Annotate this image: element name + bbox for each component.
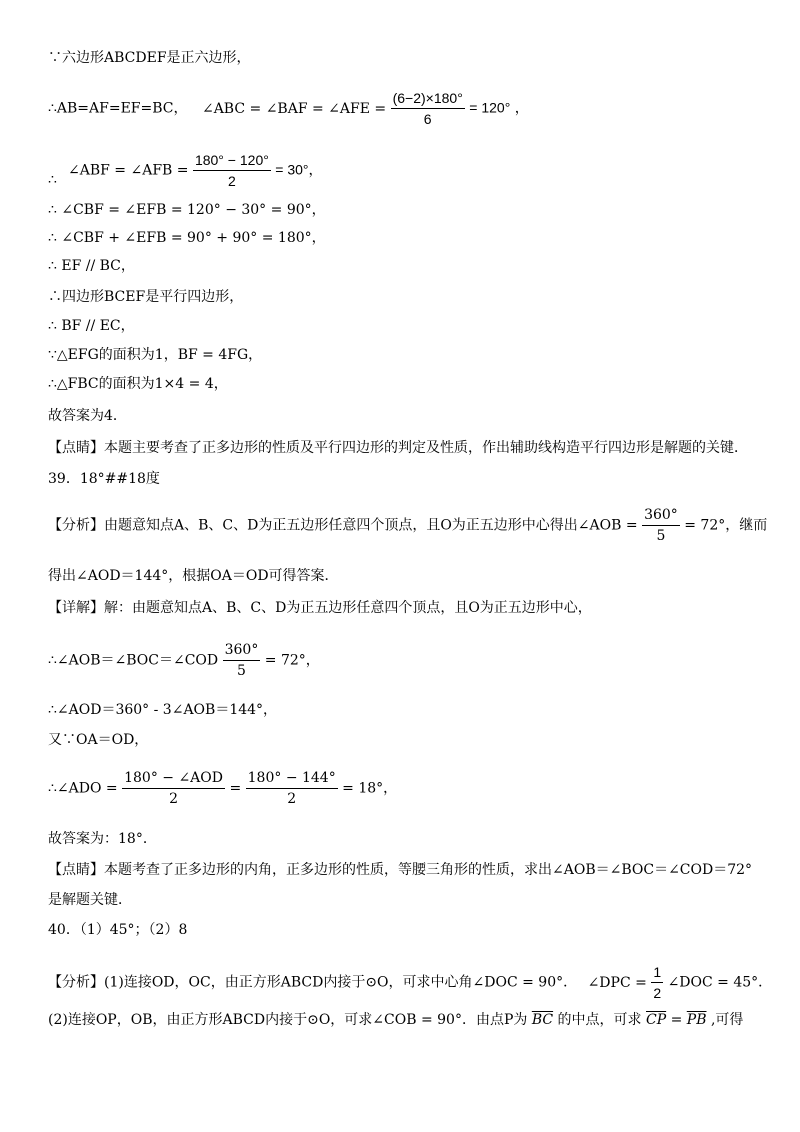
fraction <box>642 505 680 546</box>
denominator: 2 <box>227 173 236 189</box>
numerator: 1 <box>651 962 663 983</box>
text-segment: 【分析】(1)连接OD，OC，由正方形ABCD内接于⊙O，可求中心角∠DOC = 90°． <box>48 974 578 991</box>
text-line: ∴∠AOD＝360° - 3∠AOB＝144°， <box>48 702 278 718</box>
text-line: ∴△FBC的面积为1×4 = 4， <box>48 376 228 392</box>
text-segment: (2)连接OP，OB，由正方形ABCD内接于⊙O，可求∠COB = 90°．由点P为 <box>48 1012 528 1028</box>
text-line <box>48 1010 743 1030</box>
text-line: 40．（1）45°；（2）8 <box>48 922 188 938</box>
text-segment: = <box>670 1012 687 1028</box>
text-segment: 18°， <box>358 780 398 797</box>
arc-symbol: $\overline{PB}$ <box>686 1012 707 1028</box>
denominator: 2 <box>287 791 297 807</box>
text-segment: ∴∠ADO <box>48 780 102 797</box>
text-segment: = 72°，继而 <box>684 517 768 534</box>
arc-symbol: $\overline{CP}$ <box>646 1012 667 1028</box>
text-line: 故答案为4． <box>48 408 127 424</box>
text-line: 是解题关键． <box>48 892 132 908</box>
text-line: ∴四边形BCEF是平行四边形， <box>48 289 244 305</box>
text-segment: = 30°， <box>275 161 323 178</box>
numerator: (6−2)×180° <box>391 88 465 109</box>
numerator: 180° − 120° <box>193 150 271 171</box>
text-segment: ， <box>514 100 529 117</box>
text-line: ∴∠ADO = $\frac{\text{180° − ∠AOD}}{2}$ = $\frac{180^\circ - 144^\circ}{2}$ = 18°， <box>48 770 398 807</box>
fraction <box>651 962 663 1003</box>
text-line <box>48 962 772 1003</box>
text-line: 【点睛】本题考查了正多边形的内角，正多边形的性质，等腰三角形的性质，求出∠AOB＝∠BOC＝∠COD＝72° <box>48 862 753 878</box>
fraction <box>122 768 225 809</box>
denominator: 6 <box>423 111 432 127</box>
text-line: 得出∠AOD＝144°，根据OA＝OD可得答案． <box>48 568 339 584</box>
denominator: 2 <box>169 791 178 807</box>
denominator: 5 <box>656 528 666 544</box>
fraction <box>391 88 465 129</box>
denominator: 2 <box>653 985 662 1001</box>
text-segment: = <box>625 517 638 534</box>
text-line: ∴ ∠CBF + ∠EFB = 90° + 90° = 180°， <box>48 230 326 246</box>
arc-symbol: $\overline{BC}$ <box>531 1012 554 1028</box>
numerator: 360° <box>642 505 680 526</box>
numerator: 180° − ∠AOD <box>122 768 225 789</box>
fraction <box>193 150 271 191</box>
text-line: 39．18°##18度 <box>48 471 160 487</box>
text-segment: ∠DPC = <box>587 974 647 991</box>
text-segment: ∴AB=AF=EF=BC， <box>48 100 188 117</box>
text-segment: 【分析】由题意知点A、B、C、D为正五边形任意四个顶点，且O为正五边形中心得出∠AOB <box>48 517 622 534</box>
text-line <box>48 88 529 129</box>
text-line: 【点睛】本题主要考查了正多边形的性质及平行四边形的判定及性质，作出辅助线构造平行四边形是解题的关键． <box>48 440 748 456</box>
fraction <box>246 768 338 809</box>
text-line <box>68 150 323 191</box>
text-segment: ∠ABC = ∠BAF = ∠AFE = <box>201 100 387 117</box>
text-line: 又∵OA＝OD， <box>48 732 149 748</box>
text-line: ∵△EFG的面积为1，BF = 4FG， <box>48 347 263 363</box>
text-segment: ∴∠AOB＝∠BOC＝∠COD <box>48 652 219 669</box>
numerator: 180° − 144° <box>246 768 338 789</box>
text-line: ∴ ∠CBF = ∠EFB = 120° − 30° = 90°， <box>48 202 326 218</box>
text-segment: ∠ABF = ∠AFB = <box>68 162 189 179</box>
text-segment: ,可得 <box>710 1012 744 1028</box>
text-line: ∴ BF // EC， <box>48 318 135 334</box>
text-segment: ∠DOC = 45°． <box>667 974 773 991</box>
text-line: 【详解】解：由题意知点A、B、C、D为正五边形任意四个顶点，且O为正五边形中心， <box>48 600 592 616</box>
numerator: 360° <box>223 640 261 661</box>
text-line: ∴ EF // BC， <box>48 258 135 274</box>
text-line <box>48 640 320 681</box>
denominator: 5 <box>237 663 246 679</box>
text-line: ∵六边形ABCDEF是正六边形， <box>48 50 251 66</box>
fraction <box>223 640 261 681</box>
text-line: ∴ <box>48 172 57 188</box>
text-segment: 的中点，可求 <box>557 1012 642 1028</box>
text-segment: = 72°， <box>264 652 320 669</box>
text-segment: = 120° <box>469 99 511 116</box>
text-line: 故答案为：18°． <box>48 831 157 847</box>
text-line <box>48 505 767 546</box>
